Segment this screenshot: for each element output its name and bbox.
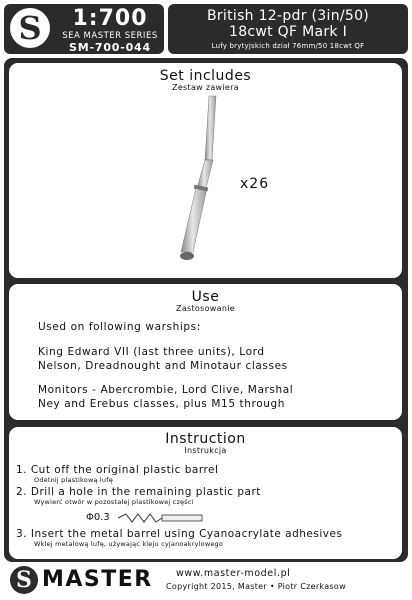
footer-brand: MASTER — [42, 567, 153, 592]
instruction-step-translation: Wywierć otwór w pozostałej plastikowej części — [34, 498, 194, 506]
barrel-breech-section — [181, 188, 207, 252]
use-subtitle: Zastosowanie — [176, 304, 235, 313]
product-title-line1: British 12-pdr (3in/50) — [206, 8, 370, 24]
scale-label: 1:700 — [72, 6, 148, 31]
use-line: Monitors - Abercrombie, Lord Clive, Marshal — [38, 384, 294, 396]
footer-copyright: Copyright 2015, Master • Piotr Czerkasow — [166, 582, 346, 591]
product-code: SM-700-044 — [69, 41, 151, 54]
footer-url[interactable]: www.master-model.pl — [176, 568, 291, 579]
product-subtitle: Lufy brytyjskich dział 76mm/50 18cwt QF — [211, 42, 365, 50]
use-line: Nelson, Dreadnought and Minotaur classes — [38, 360, 288, 372]
use-title: Use — [191, 289, 220, 305]
instruction-title: Instruction — [165, 431, 246, 447]
instruction-step: 1. Cut off the original plastic barrel — [16, 464, 219, 476]
instruction-step: 2. Drill a hole in the remaining plastic part — [16, 486, 261, 498]
instruction-step: 3. Insert the metal barrel using Cyanoacrylate adhesives — [16, 528, 343, 540]
master-logo-icon — [10, 566, 38, 594]
quantity-label: x26 — [240, 176, 270, 192]
series-label: SEA MASTER SERIES — [62, 31, 158, 41]
drill-size-label: Φ0.3 — [86, 512, 110, 523]
drill-bit-icon — [116, 512, 206, 524]
use-line: Ney and Erebus classes, plus M15 through — [38, 398, 285, 410]
barrel-end-cap — [180, 252, 194, 260]
set-includes-subtitle: Zestaw zawiera — [172, 83, 239, 92]
logo-glyph: S — [18, 9, 42, 47]
instruction-step-translation: Odetnij plastikową lufę — [34, 476, 113, 484]
instruction-step-translation: Wklej metalową lufę, używając kleju cyjanoakrylowego — [34, 540, 224, 548]
use-intro: Used on following warships: — [38, 321, 201, 333]
barrel-muzzle-section — [205, 96, 216, 160]
set-includes-title: Set includes — [159, 68, 252, 84]
instruction-subtitle: Instrukcja — [184, 446, 227, 455]
master-logo-glyph: S — [16, 567, 32, 593]
barrel-mid-section — [197, 160, 213, 188]
product-title-line2: 18cwt QF Mark I — [228, 24, 348, 40]
master-footer-logo — [4, 564, 154, 596]
use-line: King Edward VII (last three units), Lord — [38, 346, 265, 358]
